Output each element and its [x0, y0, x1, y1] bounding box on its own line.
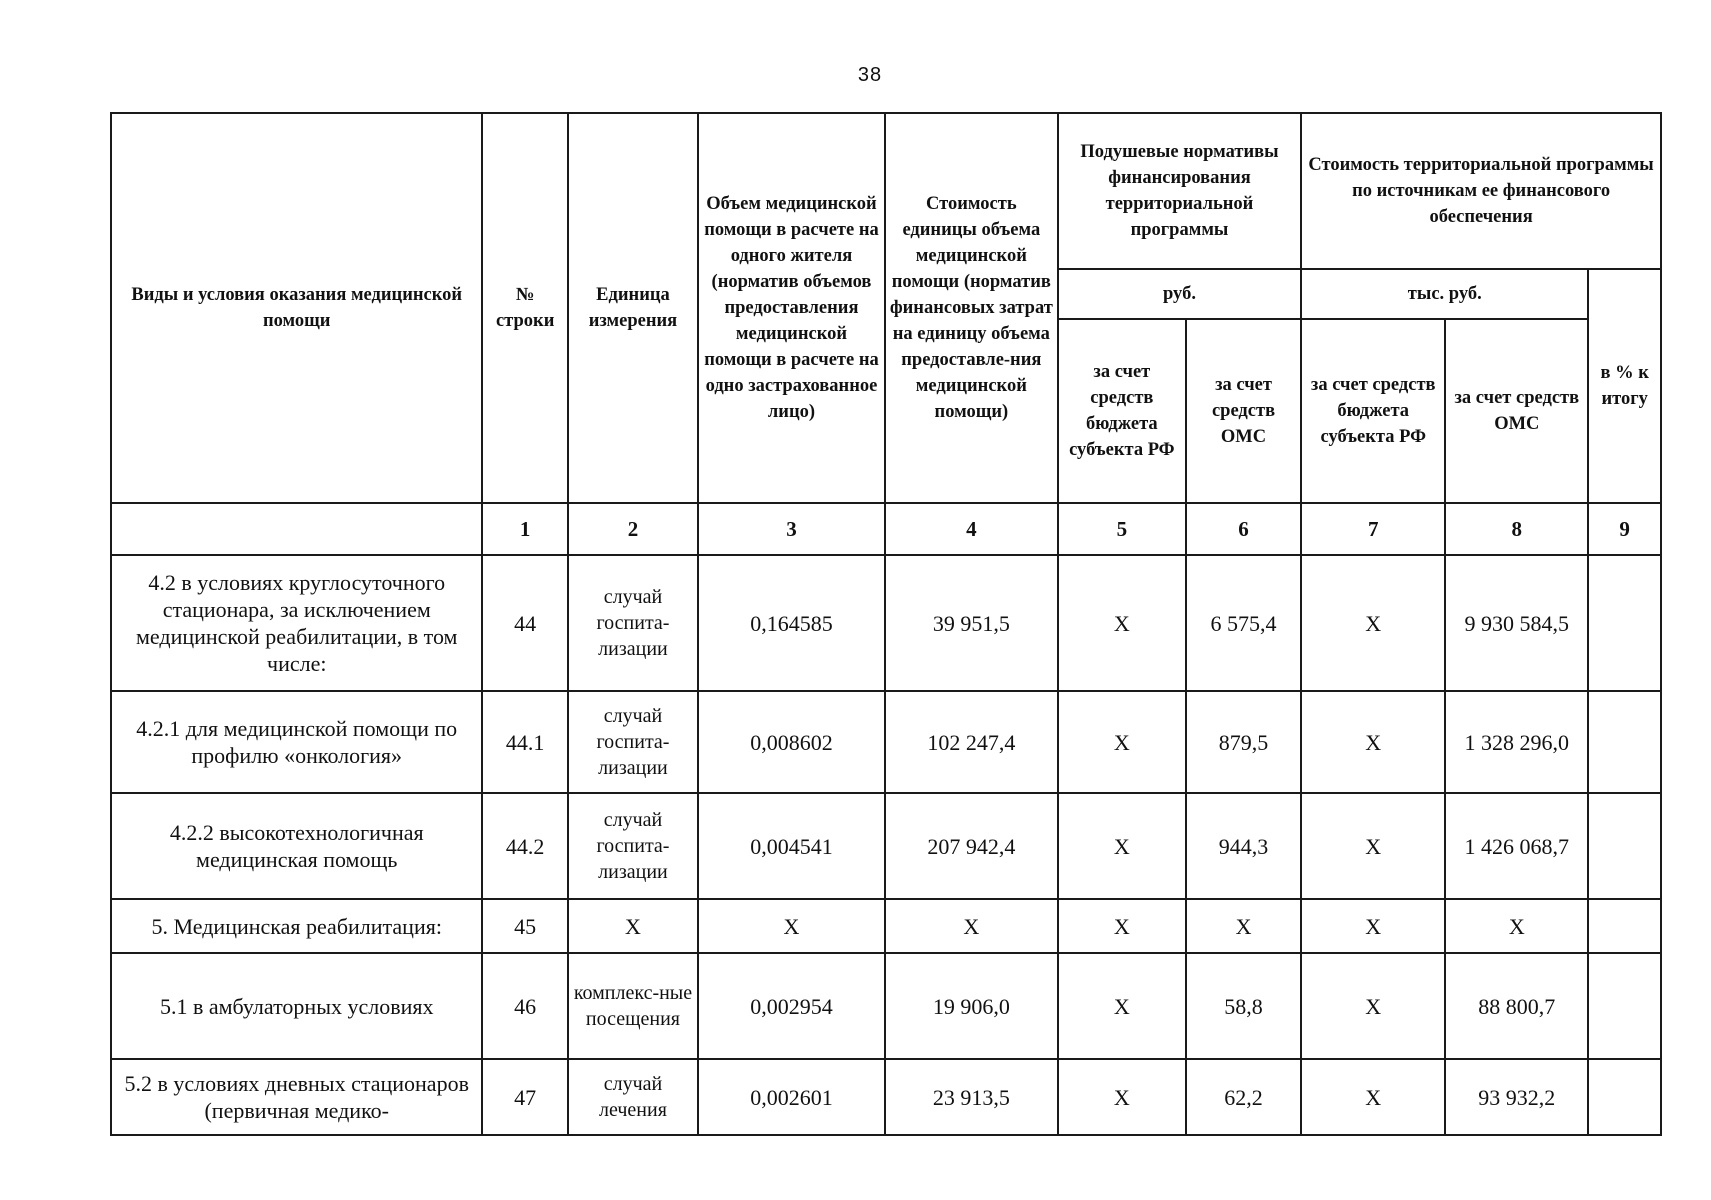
cell-oms-rub: 6 575,4: [1186, 555, 1301, 691]
cell-percent: [1588, 793, 1661, 899]
cell-budget-rub: X: [1058, 953, 1186, 1059]
cell-cost: 102 247,4: [885, 691, 1058, 793]
cell-budget-thous: X: [1301, 555, 1445, 691]
cell-oms-thous: 1 426 068,7: [1445, 793, 1588, 899]
header-percent: в % к итогу: [1588, 269, 1661, 503]
cell-percent: [1588, 691, 1661, 793]
column-number: 6: [1186, 503, 1301, 555]
territorial-program-table: [110, 112, 1662, 1136]
header-program-cost: Стоимость территориальной программы по источникам ее финансового обеспечения: [1301, 113, 1661, 269]
cell-oms-thous: 93 932,2: [1445, 1059, 1588, 1135]
header-oms-rub: за счет средств ОМС: [1186, 319, 1301, 503]
cell-budget-rub: X: [1058, 899, 1186, 953]
cell-oms-rub: 62,2: [1186, 1059, 1301, 1135]
cell-oms-thous: 1 328 296,0: [1445, 691, 1588, 793]
header-per-capita: Подушевые нормативы финансирования территориальной программы: [1058, 113, 1301, 269]
cell-oms-rub: 944,3: [1186, 793, 1301, 899]
cell-cost: 23 913,5: [885, 1059, 1058, 1135]
cell-oms-rub: 58,8: [1186, 953, 1301, 1059]
column-number: 7: [1301, 503, 1445, 555]
cell-volume: 0,008602: [698, 691, 885, 793]
cell-unit: X: [568, 899, 698, 953]
cell-row-no: 44.1: [482, 691, 567, 793]
header-kinds: Виды и условия оказания медицинской помощи: [111, 113, 482, 503]
cell-oms-rub: X: [1186, 899, 1301, 953]
cell-kind: 5.2 в условиях дневных стационаров (первичная медико-: [111, 1059, 482, 1135]
cell-kind: 4.2.1 для медицинской помощи по профилю «онкология»: [111, 691, 482, 793]
cell-percent: [1588, 555, 1661, 691]
header-row: [111, 113, 1661, 269]
cell-oms-thous: 9 930 584,5: [1445, 555, 1588, 691]
cell-percent: [1588, 1059, 1661, 1135]
cell-oms-rub: 879,5: [1186, 691, 1301, 793]
cell-budget-thous: X: [1301, 793, 1445, 899]
table-row: [111, 555, 1661, 691]
cell-volume: 0,002954: [698, 953, 885, 1059]
column-number-blank: [111, 503, 482, 555]
cell-budget-rub: X: [1058, 555, 1186, 691]
cell-row-no: 45: [482, 899, 567, 953]
table-row: [111, 793, 1661, 899]
cell-row-no: 46: [482, 953, 567, 1059]
cell-budget-rub: X: [1058, 691, 1186, 793]
cell-volume: 0,004541: [698, 793, 885, 899]
cell-unit: комплекс-ные посещения: [568, 953, 698, 1059]
cell-cost: X: [885, 899, 1058, 953]
cell-kind: 4.2 в условиях круглосуточного стационара, за исключением медицинской реабилитации, в том числе:: [111, 555, 482, 691]
column-number: 3: [698, 503, 885, 555]
cell-volume: 0,002601: [698, 1059, 885, 1135]
column-number: 2: [568, 503, 698, 555]
header-oms-thous: за счет средств ОМС: [1445, 319, 1588, 503]
cell-budget-rub: X: [1058, 1059, 1186, 1135]
header-row-no: № строки: [482, 113, 567, 503]
cell-budget-thous: X: [1301, 1059, 1445, 1135]
cell-budget-rub: X: [1058, 793, 1186, 899]
table-row: [111, 691, 1661, 793]
table-header: [111, 113, 1661, 503]
cell-unit: случай госпита-лизации: [568, 691, 698, 793]
header-volume: Объем медицинской помощи в расчете на одного жителя (норматив объемов предоставления медицинской помощи в расчете на одно застрахованное лицо): [698, 113, 885, 503]
header-thous-rub: тыс. руб.: [1301, 269, 1588, 319]
cell-volume: 0,164585: [698, 555, 885, 691]
column-number: 9: [1588, 503, 1661, 555]
column-number: 1: [482, 503, 567, 555]
cell-oms-thous: 88 800,7: [1445, 953, 1588, 1059]
header-rub: руб.: [1058, 269, 1301, 319]
cell-cost: 207 942,4: [885, 793, 1058, 899]
cell-unit: случай госпита-лизации: [568, 555, 698, 691]
cell-oms-thous: X: [1445, 899, 1588, 953]
cell-kind: 4.2.2 высокотехнологичная медицинская помощь: [111, 793, 482, 899]
table-row: [111, 1059, 1661, 1135]
table-row: [111, 899, 1661, 953]
cell-budget-thous: X: [1301, 953, 1445, 1059]
cell-row-no: 44.2: [482, 793, 567, 899]
header-cost: Стоимость единицы объема медицинской помощи (норматив финансовых затрат на единицу объема предоставле-ния медицинской помощи): [885, 113, 1058, 503]
column-number: 4: [885, 503, 1058, 555]
column-number: 8: [1445, 503, 1588, 555]
header-budget-rub: за счет средств бюджета субъекта РФ: [1058, 319, 1186, 503]
table-body: [111, 503, 1661, 1135]
header-budget-thous: за счет средств бюджета субъекта РФ: [1301, 319, 1445, 503]
cell-row-no: 44: [482, 555, 567, 691]
cell-cost: 39 951,5: [885, 555, 1058, 691]
cell-budget-thous: X: [1301, 899, 1445, 953]
cell-kind: 5. Медицинская реабилитация:: [111, 899, 482, 953]
cell-percent: [1588, 953, 1661, 1059]
cell-budget-thous: X: [1301, 691, 1445, 793]
cell-percent: [1588, 899, 1661, 953]
cell-unit: случай лечения: [568, 1059, 698, 1135]
cell-kind: 5.1 в амбулаторных условиях: [111, 953, 482, 1059]
column-number: 5: [1058, 503, 1186, 555]
column-numbers-row: [111, 503, 1661, 555]
cell-row-no: 47: [482, 1059, 567, 1135]
cell-volume: X: [698, 899, 885, 953]
table-row: [111, 953, 1661, 1059]
page-number: 38: [857, 64, 883, 86]
cell-unit: случай госпита-лизации: [568, 793, 698, 899]
header-unit: Единица измерения: [568, 113, 698, 503]
cell-cost: 19 906,0: [885, 953, 1058, 1059]
